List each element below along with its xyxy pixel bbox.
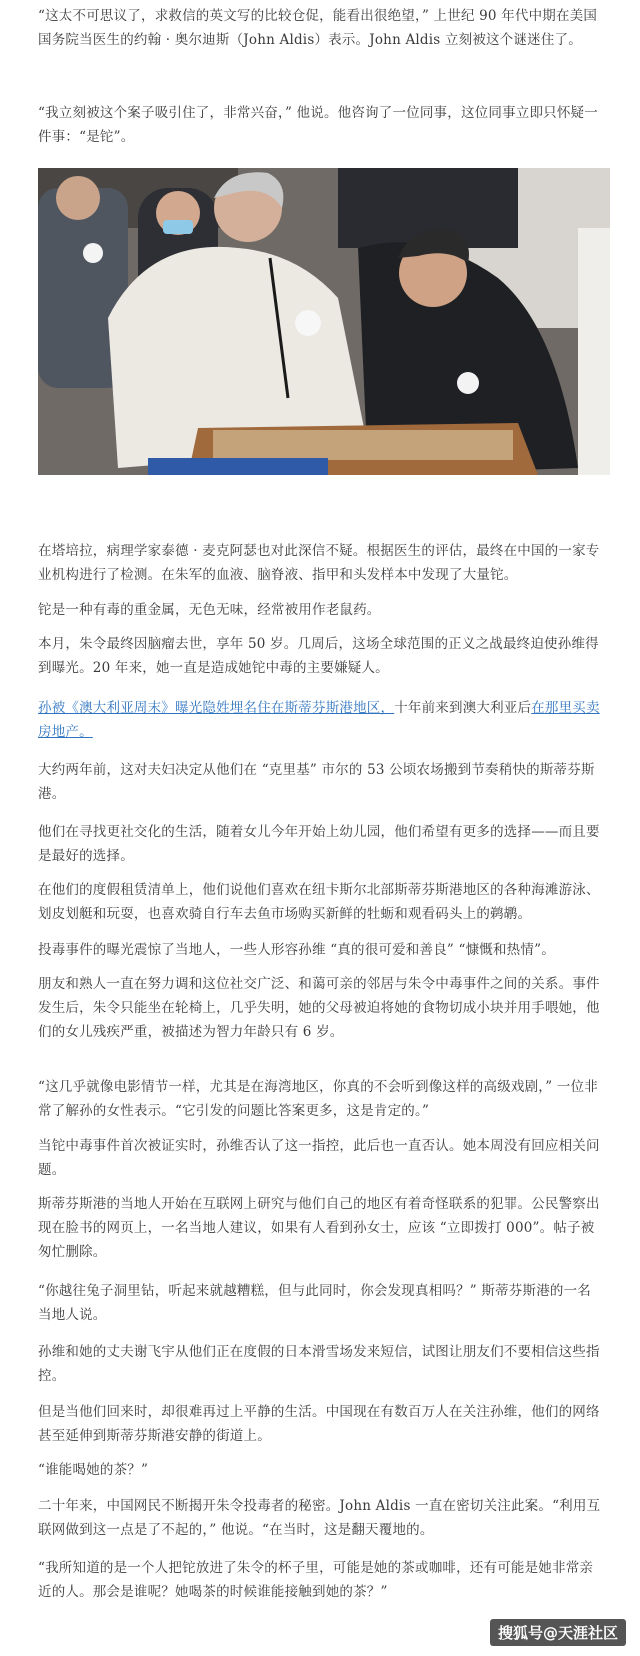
paragraph-5: 本月，朱令最终因脑瘤去世，享年 50 岁。几周后，这场全球范围的正义之战最终迫使孙维得到曝光。20 年来，她一直是造成她铊中毒的主要嫌疑人。	[38, 636, 599, 676]
link-australian-exposure[interactable]: 孙被《澳大利亚周末》曝光隐姓埋名住在斯蒂芬斯港地区，	[38, 700, 395, 716]
paragraph-11: 朋友和熟人一直在努力调和这位社交广泛、和蔼可亲的邻居与朱令中毒事件之间的关系。事件发生后，朱令只能坐在轮椅上，几乎失明，她的父母被迫将她的食物切成小块并用手喂她，他们的女儿残疾严重，被描述为智力年龄只有 6 岁。	[38, 976, 600, 1040]
paragraph-3: 在塔培拉，病理学家泰德 · 麦克阿瑟也对此深信不疑。根据医生的评估，最终在中国的一家专业机构进行了检测。在朱军的血液、脑脊液、指甲和头发样本中发现了大量铊。	[38, 543, 600, 583]
paragraph-18: “谁能喝她的茶？”	[38, 1462, 149, 1478]
paragraph-7: 大约两年前，这对夫妇决定从他们在 “克里基” 市尔的 53 公顷农场搬到节奏稍快的斯蒂芬斯港。	[38, 762, 595, 802]
funeral-photo-illustration	[38, 168, 610, 475]
paragraph-12: “这几乎就像电影情节一样，尤其是在海湾地区，你真的不会听到像这样的高级戏剧，” 一位非常了解孙的女性表示。“它引发的问题比答案更多，这是肯定的。”	[38, 1079, 598, 1119]
paragraph-6	[38, 696, 604, 744]
paragraph-2: “我立刻被这个案子吸引住了，非常兴奋，” 他说。他咨询了一位同事，这位同事立即只怀疑一件事：“是铊”。	[38, 105, 598, 145]
paragraph-13: 当铊中毒事件首次被证实时，孙维否认了这一指控，此后也一直否认。她本周没有回应相关问题。	[38, 1138, 600, 1178]
sohu-watermark: 搜狐号@天涯社区	[490, 1619, 626, 1646]
paragraph-1: “这太不可思议了，求救信的英文写的比较仓促，能看出很绝望，” 上世纪 90 年代中期在美国国务院当医生的约翰 · 奥尔迪斯（John Aldis）表示。John Aldis 立刻被这个谜迷住了。	[38, 8, 598, 48]
paragraph-6-text: 十年前来到澳大利亚后	[394, 700, 532, 716]
paragraph-4: 铊是一种有毒的重金属，无色无味，经常被用作老鼠药。	[38, 602, 381, 618]
paragraph-14: 斯蒂芬斯港的当地人开始在互联网上研究与他们自己的地区有着奇怪联系的犯罪。公民警察出现在脸书的网页上，一名当地人建议，如果有人看到孙女士，应该 “立即拨打 000”。帖子被匆忙删除。	[38, 1196, 600, 1260]
paragraph-8: 他们在寻找更社交化的生活，随着女儿今年开始上幼儿园，他们希望有更多的选择——而且要是最好的选择。	[38, 824, 600, 864]
paragraph-16: 孙维和她的丈夫谢飞宇从他们正在度假的日本滑雪场发来短信，试图让朋友们不要相信这些指控。	[38, 1344, 600, 1384]
funeral-photo	[38, 168, 610, 475]
link-real-estate[interactable]: 在那里买卖房地产。	[38, 700, 600, 740]
paragraph-15: “你越往兔子洞里钻，听起来就越糟糕，但与此同时，你会发现真相吗？” 斯蒂芬斯港的一名当地人说。	[38, 1283, 591, 1323]
paragraph-9: 在他们的度假租赁清单上，他们说他们喜欢在纽卡斯尔北部斯蒂芬斯港地区的各种海滩游泳、划皮划艇和玩耍，也喜欢骑自行车去鱼市场购买新鲜的牡蛎和观看码头上的鹈鹕。	[38, 882, 600, 922]
paragraph-20: “我所知道的是一个人把铊放进了朱令的杯子里，可能是她的茶或咖啡，还有可能是她非常亲近的人。那会是谁呢？她喝茶的时候谁能接触到她的茶？”	[38, 1560, 594, 1600]
paragraph-19: 二十年来，中国网民不断揭开朱令投毒者的秘密。John Aldis 一直在密切关注此案。“利用互联网做到这一点是了不起的，” 他说。“在当时，这是翻天覆地的。	[38, 1498, 601, 1538]
paragraph-10: 投毒事件的曝光震惊了当地人，一些人形容孙维 “真的很可爱和善良” “慷慨和热情”。	[38, 942, 555, 958]
paragraph-17: 但是当他们回来时，却很难再过上平静的生活。中国现在有数百万人在关注孙维，他们的网络甚至延伸到斯蒂芬斯港安静的街道上。	[38, 1404, 600, 1444]
